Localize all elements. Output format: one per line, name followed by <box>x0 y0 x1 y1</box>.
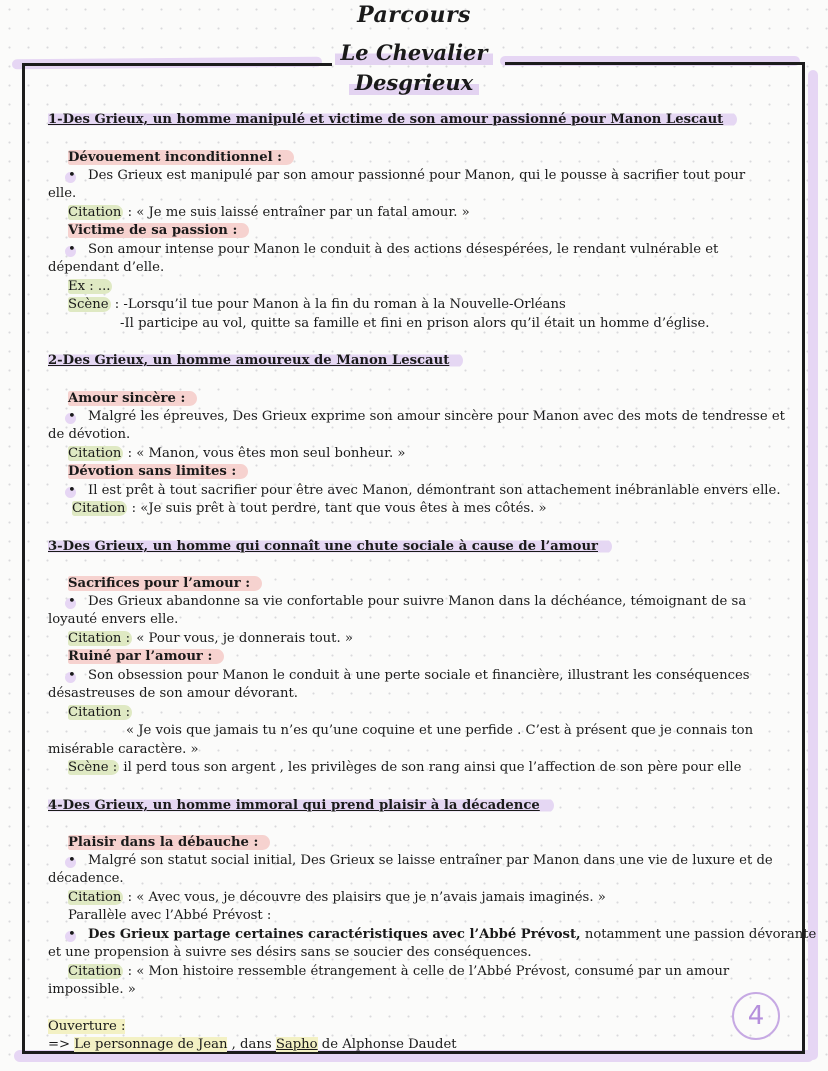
subheading: Plaisir dans la débauche : <box>68 835 270 850</box>
scene-text: il perd tous son argent , les privilèges de son rang ainsi que l’affection de son père pour elle <box>119 760 742 775</box>
citation-text: impossible. » <box>48 982 136 997</box>
citation-text: : « Manon, vous êtes mon seul bonheur. » <box>123 446 406 461</box>
ouverture-label: Ouverture : <box>48 1019 126 1034</box>
scene-label: Scène <box>68 297 109 312</box>
bullet-text: • Malgré les épreuves, Des Grieux exprime son amour sincère pour Manon avec des mots de tendresse et <box>88 408 785 427</box>
section-heading: 2-Des Grieux, un homme amoureux de Manon Lescaut <box>48 353 463 368</box>
scene-text: -Il participe au vol, quitte sa famille et fini en prison alors qu’il était un homme d’église. <box>120 316 710 331</box>
bullet-text: désastreuses de son amour dévorant. <box>48 686 298 701</box>
bullet-text: • Des Grieux est manipulé par son amour passionné pour Manon, qui le pousse à sacrifier tout pour <box>88 167 745 186</box>
citation-text: « Je vois que jamais tu n’es qu’une coquine et une perfide . C’est à présent que je connais ton <box>126 723 754 738</box>
bullet-text: • Son obsession pour Manon le conduit à une perte sociale et financière, illustrant les conséquences <box>88 667 750 686</box>
parallel-label: Parallèle avec l’Abbé Prévost : <box>68 908 272 923</box>
bullet-bold-text: Des Grieux partage certaines caractéristiques avec l’Abbé Prévost, <box>88 927 581 942</box>
bullet-text: • Des Grieux abandonne sa vie confortable pour suivre Manon dans la déchéance, témoignant de sa <box>88 593 746 612</box>
subheading: Sacrifices pour l’amour : <box>68 576 262 591</box>
subheading: Amour sincère : <box>68 391 197 406</box>
ouverture-author: de Alphonse Daudet <box>317 1037 457 1052</box>
page-number-badge: 4 <box>732 992 780 1040</box>
citation-text: : « Je me suis laissé entraîner par un fatal amour. » <box>123 205 470 220</box>
citation-text: « Pour vous, je donnerais tout. » <box>132 631 353 646</box>
bullet-text: dépendant d’elle. <box>48 260 165 275</box>
citation-label: Citation <box>72 501 126 516</box>
citation-text: : « Avec vous, je découvre des plaisirs que je n’avais jamais imaginés. » <box>123 890 606 905</box>
subheading: Dévotion sans limites : <box>68 464 248 479</box>
citation-text: : «Je suis prêt à tout perdre, tant que vous êtes à mes côtés. » <box>127 501 547 516</box>
subheading: Dévouement inconditionnel : <box>68 150 294 165</box>
ouverture-text: , dans <box>227 1037 276 1052</box>
section-heading: 1-Des Grieux, un homme manipulé et victime de son amour passionné pour Manon Lescaut <box>48 112 737 127</box>
example-label: Ex : ... <box>68 279 111 294</box>
page-subtitle: Desgrieux <box>0 70 828 95</box>
bullet-text: • Son amour intense pour Manon le conduit à des actions désespérées, le rendant vulnérable et <box>88 241 718 260</box>
frame-border <box>22 63 25 1053</box>
frame-highlight <box>808 70 818 1060</box>
arrow: => <box>48 1037 75 1052</box>
citation-label: Citation : <box>68 631 131 646</box>
section-heading: 4-Des Grieux, un homme immoral qui prend plaisir à la décadence <box>48 798 554 813</box>
citation-text: : « Mon histoire ressemble étrangement à celle de l’Abbé Prévost, consumé par un amour <box>123 964 730 979</box>
subheading: Victime de sa passion : <box>68 223 249 238</box>
citation-label: Citation : <box>68 705 131 720</box>
page-title: Parcours <box>357 2 471 28</box>
bullet-text: et une propension à suivre ses désirs sans se soucier des conséquences. <box>48 945 532 960</box>
frame-border <box>802 62 805 1054</box>
ouverture-character: Le personnage de Jean <box>74 1037 228 1052</box>
scene-text: : -Lorsqu’il tue pour Manon à la fin du roman à la Nouvelle-Orléans <box>110 297 566 312</box>
scene-label: Scène : <box>68 760 118 775</box>
section-heading: 3-Des Grieux, un homme qui connaît une chute sociale à cause de l’amour <box>48 539 612 554</box>
bullet-text: • Il est prêt à tout sacrifier pour être avec Manon, démontrant son attachement inébranlable envers elle. <box>88 482 781 501</box>
subheading: Ruiné par l’amour : <box>68 649 224 664</box>
bullet-text: de dévotion. <box>48 427 131 442</box>
bullet-text: • Malgré son statut social initial, Des Grieux se laisse entraîner par Manon dans une vie de luxure et de <box>88 852 773 871</box>
citation-label: Citation <box>68 205 122 220</box>
bullet-text: notamment une passion dévorante <box>580 927 817 942</box>
citation-label: Citation <box>68 446 122 461</box>
citation-label: Citation <box>68 964 122 979</box>
ouverture-work: Sapho <box>275 1037 318 1052</box>
citation-label: Citation <box>68 890 122 905</box>
bullet-text: décadence. <box>48 871 124 886</box>
citation-text: misérable caractère. » <box>48 742 199 757</box>
bullet-text: loyauté envers elle. <box>48 612 179 627</box>
bullet-text: elle. <box>48 186 77 201</box>
page-subtitle: Le Chevalier <box>0 40 828 65</box>
